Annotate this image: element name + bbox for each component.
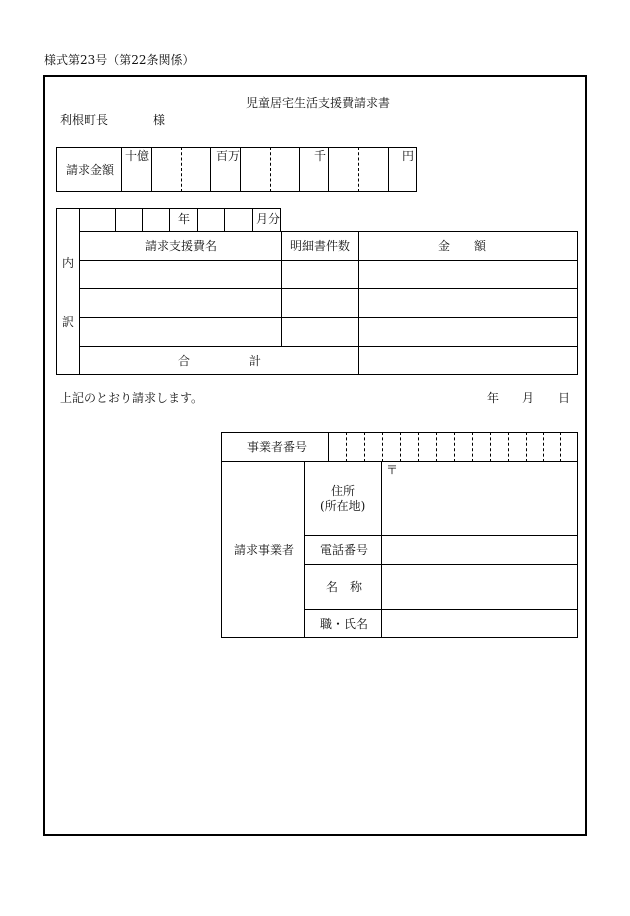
title-name-label: 職・氏名 <box>320 617 369 631</box>
date-day: 日 <box>558 391 571 405</box>
form-title: 児童居宅生活支援費請求書 <box>246 96 391 110</box>
name-label: 名 称 <box>326 580 363 594</box>
unit-million: 百万 <box>216 149 241 163</box>
addressee-prefix: 利根町長 <box>60 113 109 127</box>
period-year-label: 年 <box>178 212 191 226</box>
period-month-label: 月分 <box>256 212 281 226</box>
total-label-right: 計 <box>249 354 262 368</box>
breakdown-side-label-1: 内 <box>62 256 75 270</box>
breakdown-side-cell <box>56 208 80 375</box>
date-month: 月 <box>522 391 535 405</box>
claimant-label: 請求事業者 <box>234 543 295 557</box>
claim-statement: 上記のとおり請求します。 <box>60 391 204 405</box>
header-amount: 金 額 <box>438 239 487 253</box>
form-number: 様式第23号（第22条関係） <box>44 53 195 67</box>
address-label-sub: (所在地) <box>320 499 366 513</box>
breakdown-side-label-2: 訳 <box>62 315 75 329</box>
phone-label: 電話番号 <box>320 543 369 557</box>
total-label-left: 合 <box>178 354 191 368</box>
provider-number-label: 事業者番号 <box>247 440 308 454</box>
unit-yen: 円 <box>402 149 415 163</box>
date-year: 年 <box>487 391 500 405</box>
header-statement-count: 明細書件数 <box>290 239 351 253</box>
unit-billion: 十億 <box>125 149 150 163</box>
amount-label: 請求金額 <box>66 163 115 177</box>
postal-mark: 〒 <box>386 463 399 477</box>
unit-thousand: 千 <box>314 149 327 163</box>
header-service-name: 請求支援費名 <box>145 239 218 253</box>
addressee-suffix: 様 <box>153 113 166 127</box>
address-label: 住所 <box>331 484 356 498</box>
